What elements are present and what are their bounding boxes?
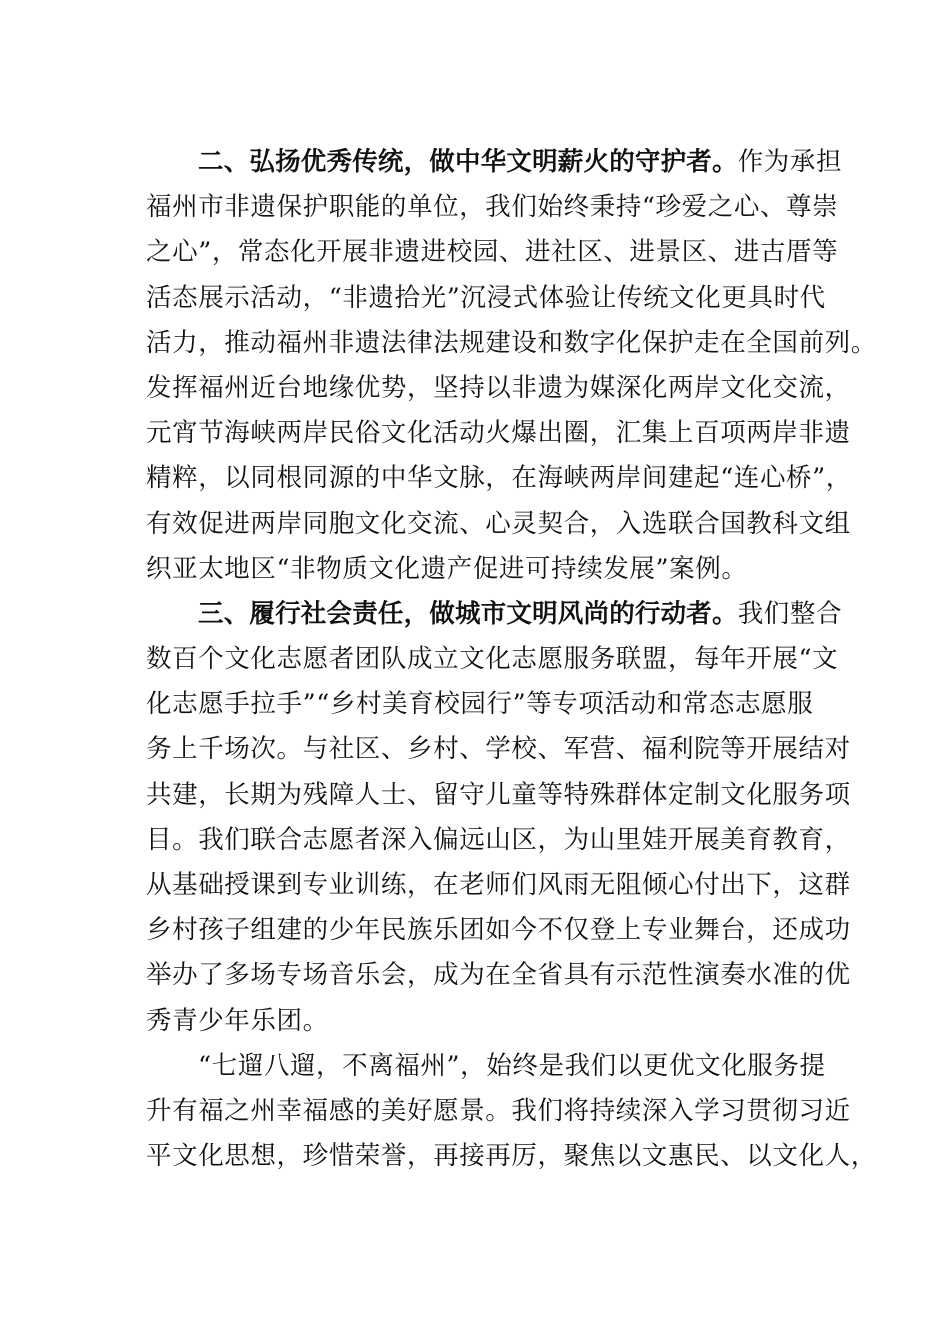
text-line: 有效促进两岸同胞文化交流、心灵契合，入选联合国教科文组 bbox=[146, 508, 851, 539]
text-line: 升有福之州幸福感的美好愿景。我们将持续深入学习贯彻习近 bbox=[146, 1095, 851, 1126]
document-body bbox=[146, 140, 877, 1179]
paragraph-2-line-1 bbox=[146, 140, 846, 185]
text-line: 发挥福州近台地缘优势，坚持以非遗为媒深化两岸文化交流， bbox=[146, 372, 851, 403]
text-line: 从基础授课到专业训练，在老师们风雨无阻倾心付出下，这群 bbox=[146, 870, 851, 900]
text-line: 共建，长期为残障人士、留守儿童等特殊群体定制文化服务项 bbox=[146, 779, 851, 810]
paragraph-3-line-1-rest: 我们整合 bbox=[737, 598, 843, 629]
text-line: 元宵节海峡两岸民俗文化活动火爆出圈，汇集上百项两岸非遗 bbox=[146, 418, 851, 449]
text-line: 织亚太地区“非物质文化遗产促进可持续发展”案例。 bbox=[146, 553, 748, 584]
paragraph-2-line-1-rest: 作为承担 bbox=[737, 147, 843, 177]
text-line: 福州市非遗保护职能的单位，我们始终秉持“珍爱之心、尊崇 bbox=[146, 192, 839, 223]
text-line: 数百个文化志愿者团队成立文化志愿服务联盟，每年开展“文 bbox=[146, 644, 839, 675]
paragraph-2-heading: 二、弘扬优秀传统，做中华文明薪火的守护者。 bbox=[198, 147, 738, 177]
text-line: 务上千场次。与社区、乡村、学校、军营、福利院等开展结对 bbox=[146, 734, 851, 765]
text-line: 举办了多场专场音乐会，成为在全省具有示范性演奏水准的优 bbox=[146, 960, 851, 991]
text-line: 秀青少年乐团。 bbox=[146, 1005, 329, 1036]
text-line: 平文化思想，珍惜荣誉，再接再厉，聚焦以文惠民、以文化人， bbox=[146, 1141, 877, 1172]
text-line: 活力，推动福州非遗法律法规建设和数字化保护走在全国前列。 bbox=[146, 327, 877, 358]
text-line: 目。我们联合志愿者深入偏远山区，为山里娃开展美育教育， bbox=[146, 824, 851, 855]
text-line: 乡村孩子组建的少年民族乐团如今不仅登上专业舞台，还成功 bbox=[146, 915, 851, 946]
paragraph-3-heading: 三、履行社会责任，做城市文明风尚的行动者。 bbox=[198, 598, 738, 629]
text-line: 精粹，以同根同源的中华文脉，在海峡两岸间建起“连心桥”， bbox=[146, 463, 852, 494]
paragraph-4-line-1: “七遛八遛，不离福州”，始终是我们以更优文化服务提 bbox=[198, 1050, 826, 1081]
text-line: 活态展示活动，“非遗拾光”沉浸式体验让传统文化更具时代 bbox=[146, 282, 826, 313]
text-line: 之心”，常态化开展非遗进校园、进社区、进景区、进古厝等 bbox=[146, 237, 839, 268]
paragraph-3-line-1 bbox=[146, 592, 846, 637]
text-line: 化志愿手拉手”“乡村美育校园行”等专项活动和常态志愿服 bbox=[146, 689, 814, 720]
